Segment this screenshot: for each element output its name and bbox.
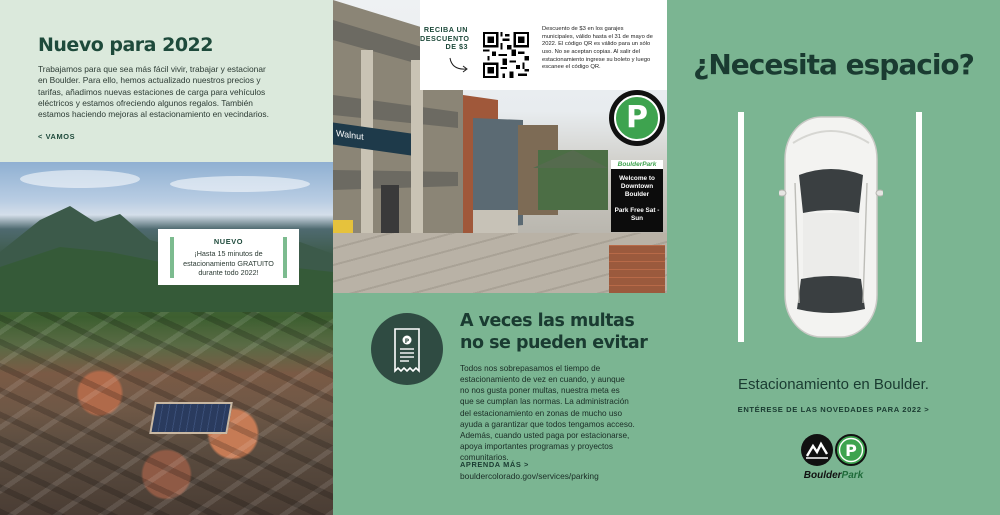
qr-discount-card	[420, 0, 667, 90]
parking-url-link[interactable]: bouldercolorado.gov/services/parking	[460, 471, 599, 481]
parking-p-sign	[609, 90, 665, 146]
tagline: Estacionamiento en Boulder.	[738, 376, 929, 393]
parking-p-icon: P	[614, 95, 660, 141]
callout-bar	[283, 237, 287, 278]
svg-text:P: P	[404, 338, 410, 345]
curved-arrow-icon	[448, 56, 470, 74]
car-top-view	[779, 113, 883, 341]
boulderpark-logo-text	[667, 470, 1000, 481]
welcome-sign	[611, 160, 663, 232]
nuevo-title: Nuevo para 2022	[38, 34, 213, 56]
novedades-link[interactable]: ENTÉRESE DE LAS NOVEDADES PARA 2022 >	[737, 405, 930, 414]
brick-planter	[609, 245, 665, 293]
nuevo-body: Trabajamos para que sea más fácil vivir, trabajar y estacionar en Boulder. Para ello, hemos actualizado nuestros precios y tarifas, añadimos nuevas estaciones de carga para vehículos eléctricos y estamos ofreciendo algunos regalos. También estamos haciendo mejoras al estacionamiento en vecindarios.	[38, 64, 269, 120]
nuevo-panel	[0, 0, 333, 162]
welcome-sign-welcome: Welcome to Downtown Boulder	[619, 175, 655, 198]
park-p-logo-icon	[835, 434, 867, 466]
logo-park: Park	[841, 470, 864, 481]
welcome-sign-header: BoulderPark	[611, 160, 663, 169]
callout-bar	[170, 237, 174, 278]
boulder-flatirons-logo-icon	[801, 434, 833, 466]
aerial-photo	[0, 162, 333, 515]
callout-text: ¡Hasta 15 minutos de estacionamiento GRATUITO durante todo 2022!	[183, 249, 274, 278]
receipt-icon	[371, 313, 443, 385]
solar-panel-roof	[149, 402, 233, 434]
parking-lane-line	[916, 112, 922, 342]
aprenda-mas-link[interactable]: APRENDA MÁS >	[460, 460, 529, 469]
parking-lane-line	[738, 112, 744, 342]
logo-boulder: Boulder	[803, 470, 842, 481]
cloud	[20, 170, 140, 188]
qr-code[interactable]	[483, 32, 529, 78]
callout-title: NUEVO	[213, 237, 244, 246]
nuevo-callout	[158, 229, 299, 285]
right-title: ¿Necesita espacio?	[693, 48, 974, 81]
qr-description: Descuento de $3 en los garajes municipales, válido hasta el 31 de mayo de 2022. El código QR es válido para un sólo uso. No se aceptan copias. Al salir del estacionamiento ingrese su boleto y luego escanee el código QR.	[542, 26, 653, 71]
garage-photo	[333, 0, 667, 293]
discount-label: RECIBA UN DESCUENTO DE $3	[420, 25, 470, 52]
logo-p-letter: P	[845, 441, 857, 460]
cloud	[170, 176, 310, 192]
multas-panel	[333, 293, 667, 515]
multas-title: A veces las multas no se pueden evitar	[460, 311, 648, 353]
welcome-sign-free: Park Free Sat - Sun	[614, 207, 660, 222]
walnut-street-sign: Walnut	[333, 123, 411, 156]
multas-body: Todos nos sobrepasamos el tiempo de estacionamiento de vez en cuando, y aunque no nos gusta poner multas, nuestra meta es que se cumplan las normas. La administración del estacionamiento en zonas de mucho uso ayuda a garantizar que todos tengamos acceso. Además, cuando usted paga por estacionarse, apoya importantes programas y proyectos comunitarios.	[460, 364, 635, 463]
right-panel	[667, 0, 1000, 515]
vamos-link[interactable]: < VAMOS	[38, 131, 76, 141]
